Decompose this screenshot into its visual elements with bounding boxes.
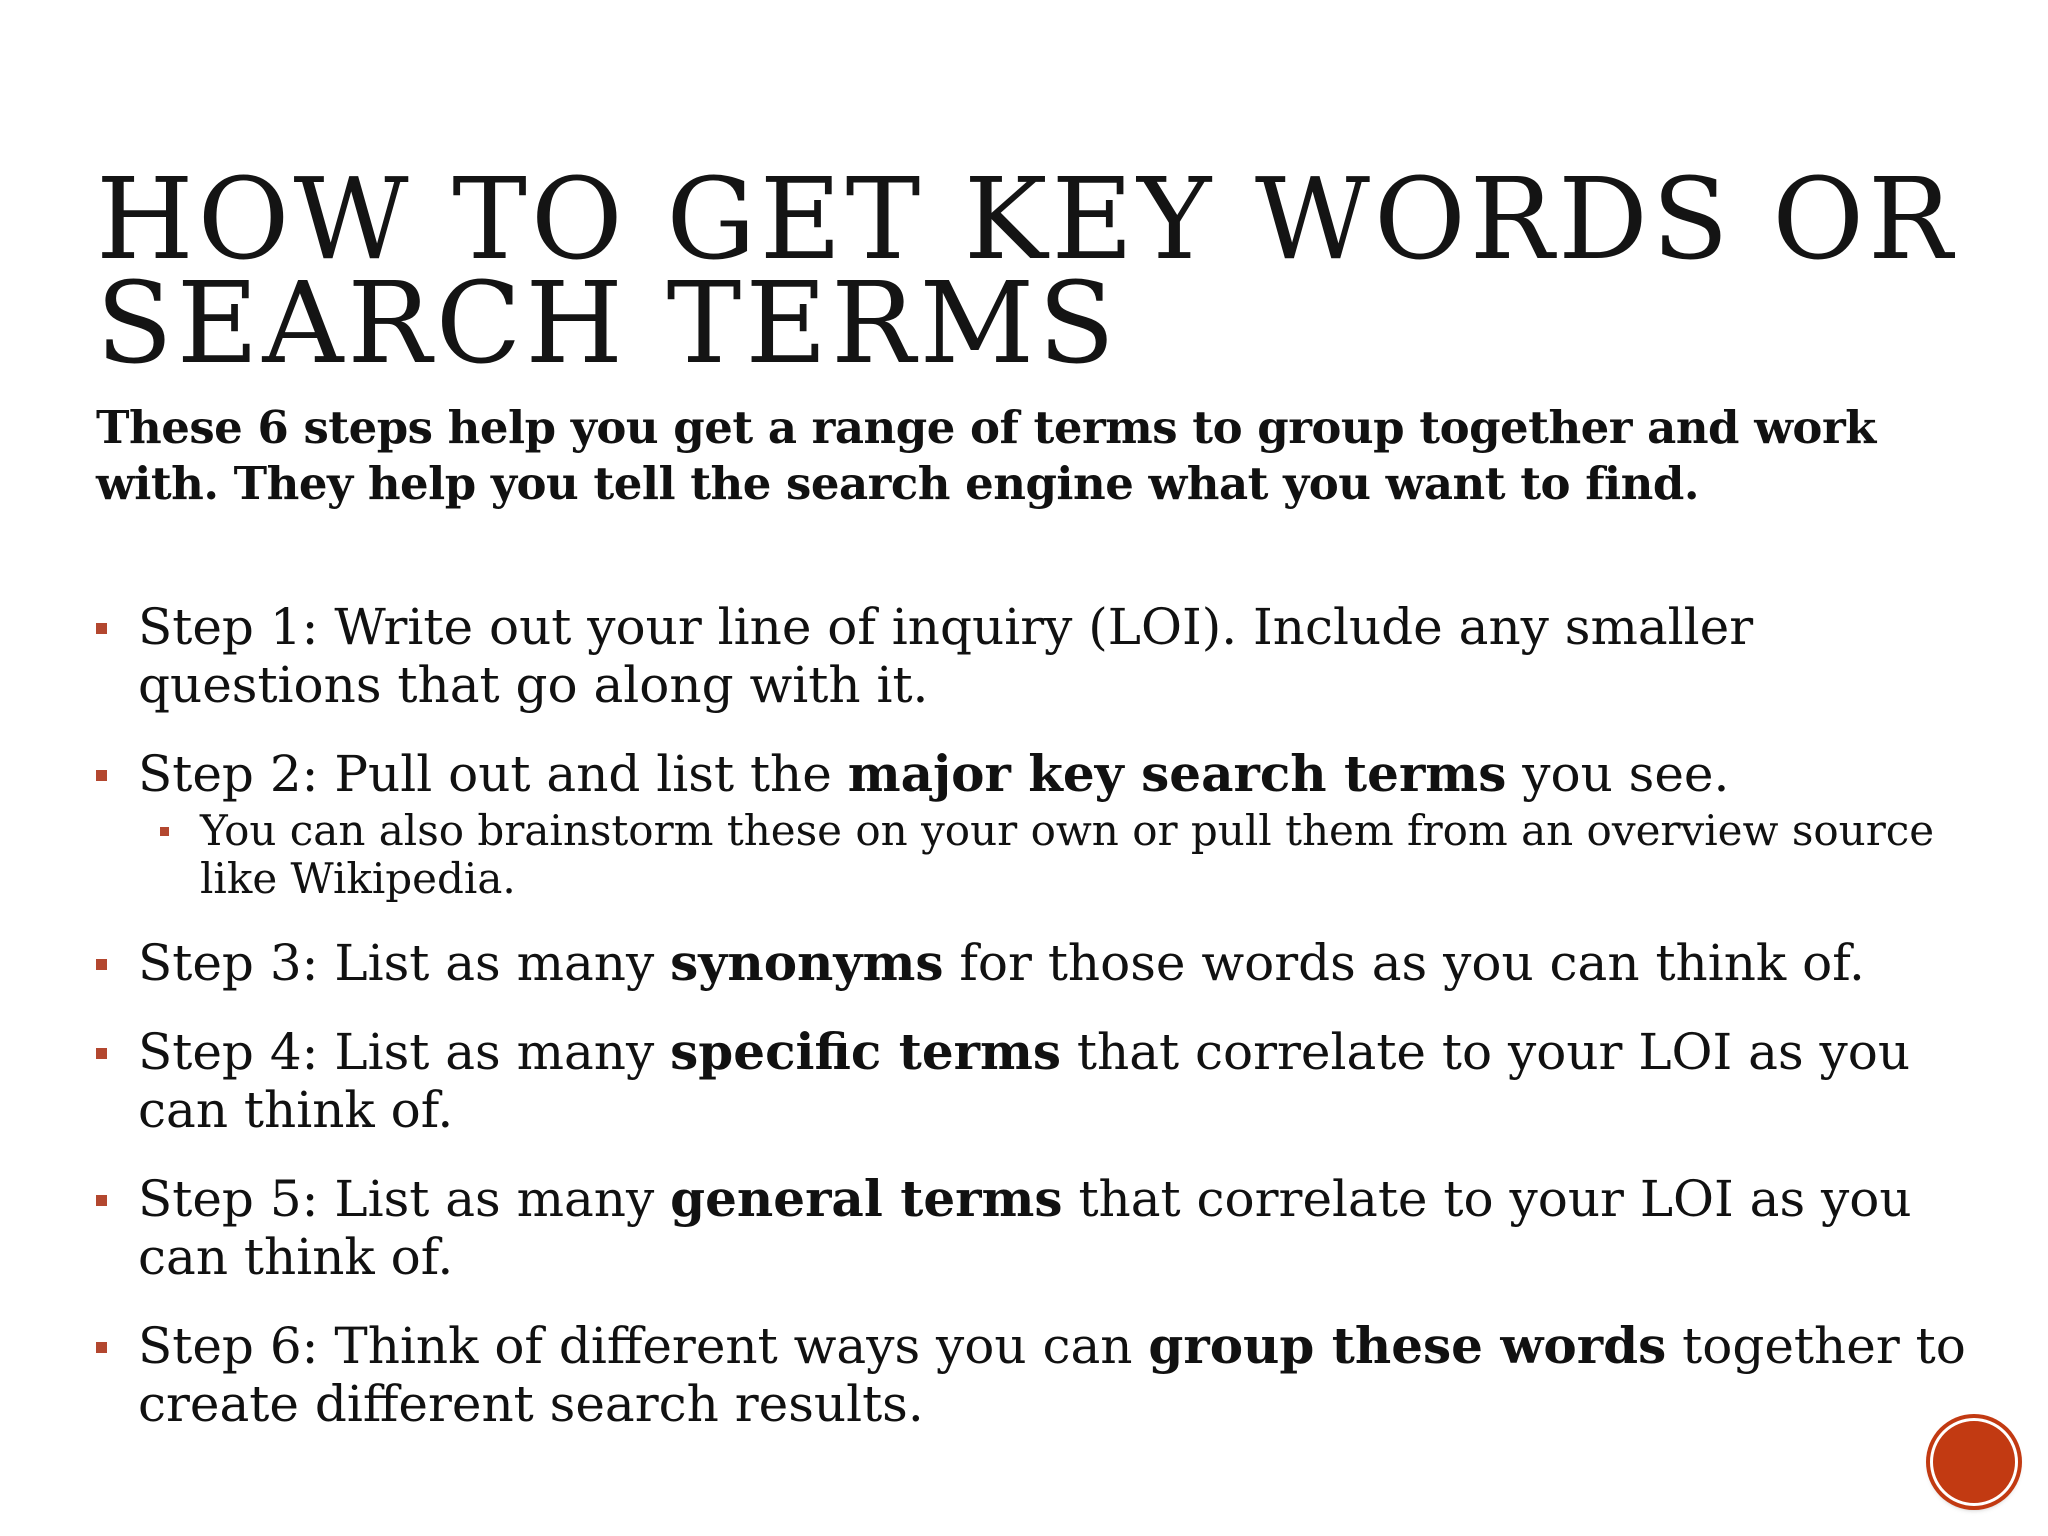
step-item-2: [96, 745, 1976, 903]
sub-item-text: You can also brainstorm these on your own or pull them from an overview source like Wikipedia.: [200, 806, 1935, 903]
slide-title: HOW TO GET KEY WORDS OR SEARCH TERMS: [96, 155, 1957, 389]
step-emphasis: major key search terms: [847, 744, 1507, 803]
step-text: Step 5: List as many: [138, 1170, 671, 1228]
bullet-square-icon: [96, 1195, 107, 1206]
decorative-circle-icon: [1930, 1418, 2018, 1506]
step-item-3: [96, 934, 1976, 992]
step-text: Step 6: Think of different ways you can: [138, 1317, 1149, 1375]
intro-text: These 6 steps help you get a range of terms to group together and work with. They help you tell the search engine what you want to find.: [96, 401, 1876, 510]
step-emphasis: general terms: [670, 1169, 1063, 1228]
step-text-end: you see.: [1506, 745, 1730, 803]
step-emphasis: group these words: [1148, 1316, 1667, 1375]
step-2-sub-list: [138, 807, 1976, 903]
step-emphasis: specific terms: [670, 1022, 1062, 1081]
step-text-end: that correlate to your LOI as you can think of.: [138, 1170, 1912, 1286]
bullet-square-icon: [96, 1048, 107, 1059]
step-text-end: together to create different search results.: [138, 1317, 1966, 1433]
step-item-4: [96, 1023, 1976, 1139]
step-item-1: [96, 598, 1976, 714]
step-text-end: that correlate to your LOI as you can think of.: [138, 1023, 1911, 1139]
steps-list: [96, 598, 1976, 1464]
step-emphasis: synonyms: [670, 933, 944, 992]
step-text: Step 3: List as many: [138, 934, 671, 992]
step-text: Step 1: Write out your line of inquiry (LOI). Include any smaller questions that go along with it.: [138, 598, 1754, 714]
step-item-6: [96, 1317, 1976, 1433]
step-text-end: for those words as you can think of.: [943, 934, 1865, 992]
sub-item: [138, 807, 1976, 903]
bullet-square-icon: [160, 827, 169, 836]
bullet-square-icon: [96, 770, 107, 781]
bullet-square-icon: [96, 1342, 107, 1353]
step-text: Step 4: List as many: [138, 1023, 671, 1081]
bullet-square-icon: [96, 623, 107, 634]
bullet-square-icon: [96, 959, 107, 970]
step-item-5: [96, 1170, 1976, 1286]
step-text: Step 2: Pull out and list the: [138, 745, 848, 803]
